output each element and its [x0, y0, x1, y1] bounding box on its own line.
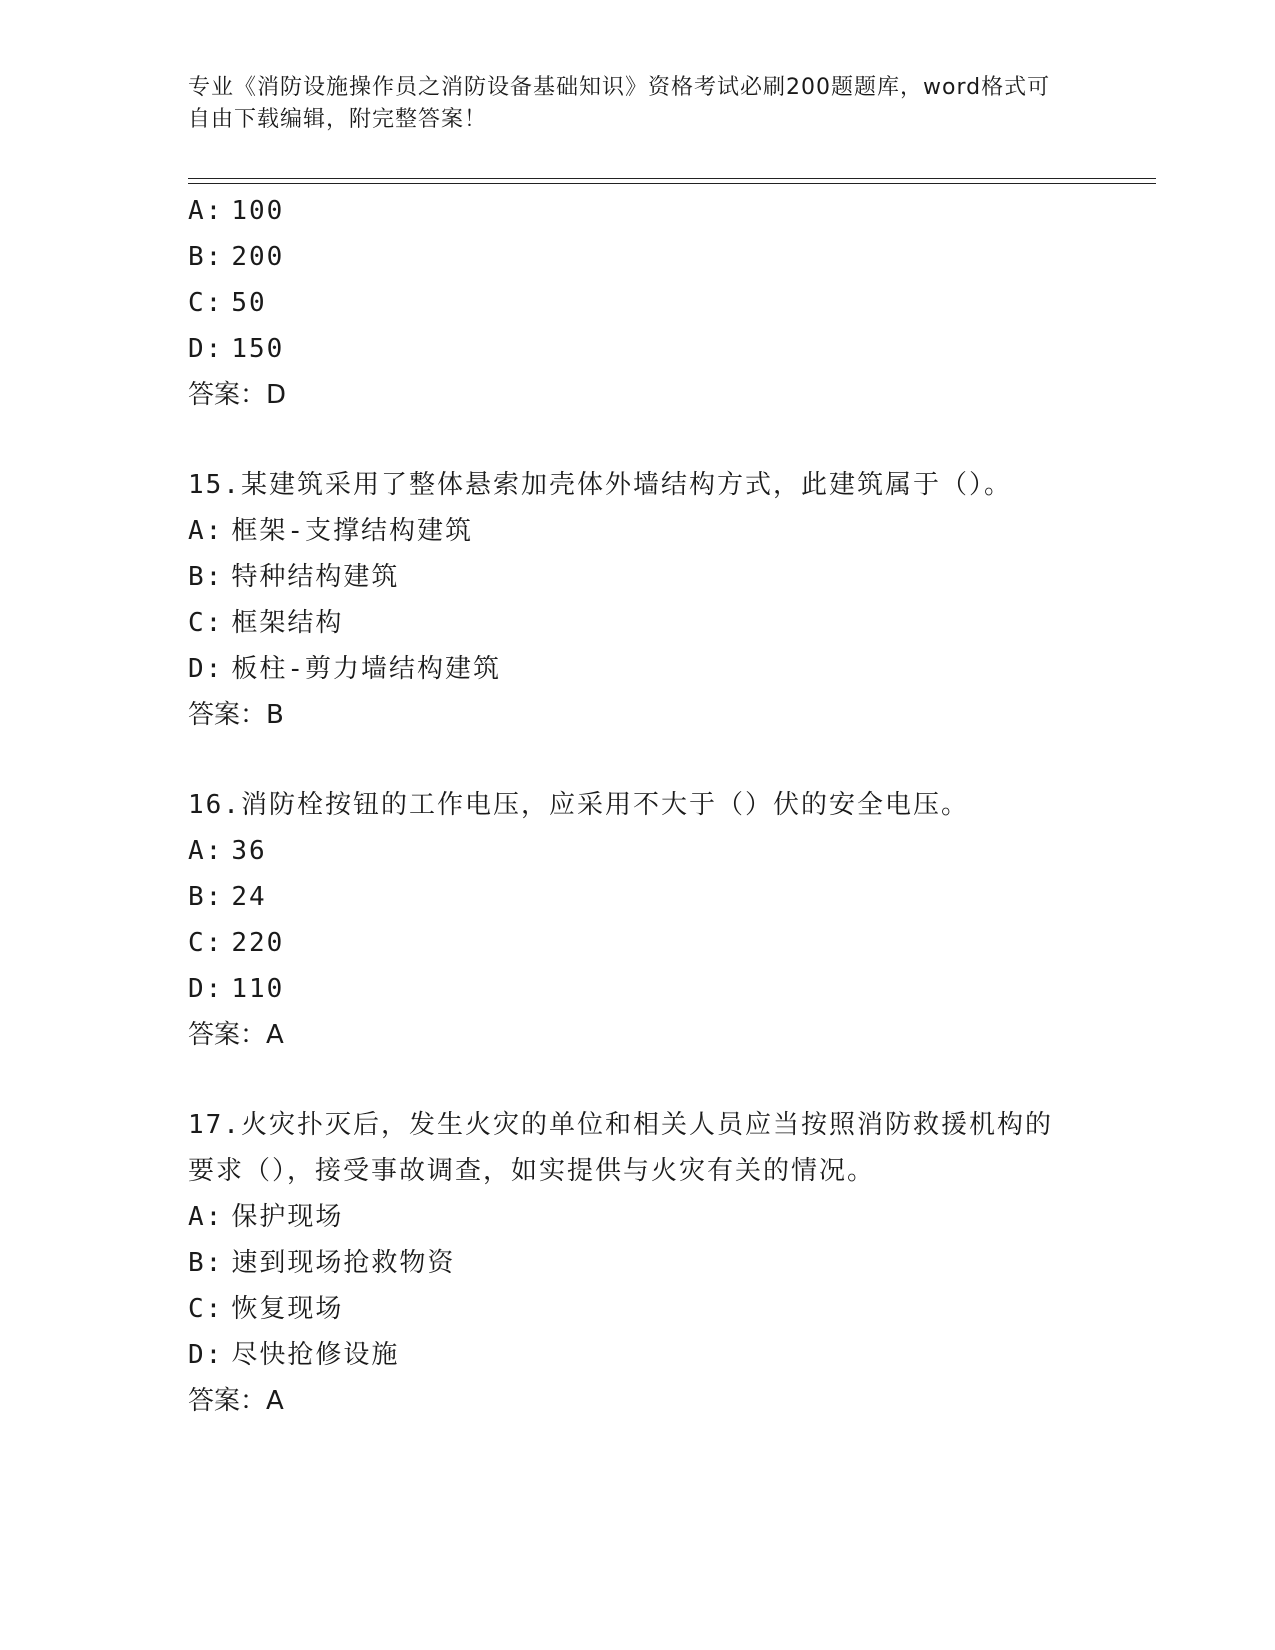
- question-text: 15.某建筑采用了整体悬索加壳体外墙结构方式，此建筑属于（）。: [188, 470, 1012, 500]
- document-header: 专业《消防设施操作员之消防设备基础知识》资格考试必刷200题题库，word格式可自由下载编辑，附完整答案！: [188, 75, 1051, 132]
- option-key: C: [188, 928, 206, 958]
- option-text: 保护现场: [231, 1202, 344, 1232]
- option-key: A: [188, 836, 206, 866]
- option-text: 框架结构: [231, 608, 344, 638]
- option-text: 50: [231, 288, 267, 318]
- option-d: [188, 646, 1148, 692]
- question-list: [188, 188, 1148, 1424]
- question-block-17: [188, 1102, 1148, 1424]
- option-text: 200: [231, 242, 285, 272]
- option-text: 尽快抢修设施: [231, 1340, 400, 1370]
- answer-label: 答案：: [188, 380, 267, 410]
- option-key: A: [188, 196, 206, 226]
- option-text: 100: [231, 196, 285, 226]
- option-a: [188, 188, 1148, 234]
- option-separator: :: [205, 516, 224, 546]
- option-separator: :: [205, 1202, 224, 1232]
- option-separator: :: [205, 608, 224, 638]
- option-text: 框架-支撑结构建筑: [231, 516, 473, 546]
- question-text-continued: 要求（），接受事故调查，如实提供与火灾有关的情况。: [188, 1156, 876, 1186]
- option-text: 速到现场抢救物资: [231, 1248, 456, 1278]
- answer-line: [188, 1012, 1148, 1058]
- option-text: 110: [231, 974, 285, 1004]
- option-text: 特种结构建筑: [231, 562, 400, 592]
- question-text: 16.消防栓按钮的工作电压，应采用不大于（）伏的安全电压。: [188, 790, 969, 820]
- option-separator: :: [205, 562, 224, 592]
- option-separator: :: [205, 242, 224, 272]
- option-key: C: [188, 288, 206, 318]
- question-text: 17.火灾扑灭后，发生火灾的单位和相关人员应当按照消防救援机构的: [188, 1110, 1053, 1140]
- option-key: A: [188, 516, 206, 546]
- header-rule-top: [188, 178, 1156, 179]
- header-rule-bottom: [188, 183, 1156, 184]
- option-key: B: [188, 242, 206, 272]
- option-separator: :: [205, 196, 224, 226]
- option-key: D: [188, 1340, 206, 1370]
- option-b: [188, 554, 1148, 600]
- option-text: 板柱-剪力墙结构建筑: [231, 654, 501, 684]
- answer-line: [188, 692, 1148, 738]
- option-separator: :: [205, 654, 224, 684]
- option-c: [188, 600, 1148, 646]
- question-block-16: [188, 782, 1148, 1058]
- option-key: D: [188, 974, 206, 1004]
- answer-value: A: [266, 1020, 284, 1050]
- option-key: D: [188, 334, 206, 364]
- option-separator: :: [205, 1340, 224, 1370]
- answer-label: 答案：: [188, 700, 267, 730]
- option-a: [188, 508, 1148, 554]
- option-text: 恢复现场: [231, 1294, 344, 1324]
- option-key: C: [188, 608, 206, 638]
- option-text: 36: [231, 836, 267, 866]
- answer-label: 答案：: [188, 1386, 267, 1416]
- option-separator: :: [205, 1248, 224, 1278]
- option-separator: :: [205, 288, 224, 318]
- option-c: [188, 920, 1148, 966]
- question-block-prev: [188, 188, 1148, 418]
- option-text: 24: [231, 882, 267, 912]
- option-key: B: [188, 882, 206, 912]
- option-key: C: [188, 1294, 206, 1324]
- option-separator: :: [205, 974, 224, 1004]
- answer-value: B: [266, 700, 284, 730]
- option-d: [188, 326, 1148, 372]
- question-block-15: [188, 462, 1148, 738]
- option-d: [188, 966, 1148, 1012]
- answer-line: [188, 1378, 1148, 1424]
- option-key: A: [188, 1202, 206, 1232]
- option-separator: :: [205, 882, 224, 912]
- option-a: [188, 828, 1148, 874]
- option-b: [188, 874, 1148, 920]
- option-key: B: [188, 562, 206, 592]
- option-text: 220: [231, 928, 285, 958]
- option-text: 150: [231, 334, 285, 364]
- option-b: [188, 234, 1148, 280]
- option-separator: :: [205, 1294, 224, 1324]
- option-a: [188, 1194, 1148, 1240]
- option-separator: :: [205, 836, 224, 866]
- answer-label: 答案：: [188, 1020, 267, 1050]
- option-d: [188, 1332, 1148, 1378]
- answer-value: A: [266, 1386, 284, 1416]
- option-key: D: [188, 654, 206, 684]
- option-c: [188, 1286, 1148, 1332]
- answer-value: D: [266, 380, 287, 410]
- answer-line: [188, 372, 1148, 418]
- option-c: [188, 280, 1148, 326]
- option-separator: :: [205, 928, 224, 958]
- option-b: [188, 1240, 1148, 1286]
- option-key: B: [188, 1248, 206, 1278]
- option-separator: :: [205, 334, 224, 364]
